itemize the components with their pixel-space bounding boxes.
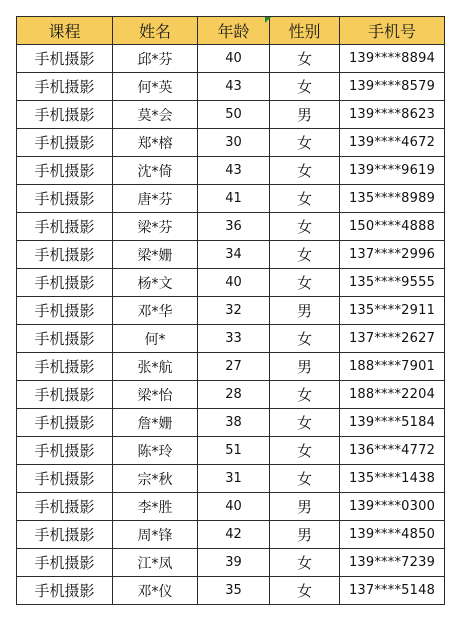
phone-cell[interactable]: 136****4772 (340, 437, 445, 465)
column-header-age[interactable]: 年龄 (198, 17, 270, 45)
course-cell[interactable]: 手机摄影 (17, 101, 113, 129)
phone-cell[interactable]: 137****5148 (340, 577, 445, 605)
table-row (17, 157, 445, 185)
name-cell[interactable]: 梁*怡 (113, 381, 198, 409)
course-cell[interactable]: 手机摄影 (17, 213, 113, 241)
table-row (17, 521, 445, 549)
table-row (17, 129, 445, 157)
gender-cell[interactable]: 女 (270, 129, 340, 157)
gender-cell[interactable]: 男 (270, 521, 340, 549)
table-row (17, 409, 445, 437)
gender-cell[interactable]: 女 (270, 241, 340, 269)
gender-cell[interactable]: 女 (270, 213, 340, 241)
student-roster-sheet (16, 16, 444, 605)
phone-cell[interactable]: 137****2627 (340, 325, 445, 353)
course-cell[interactable]: 手机摄影 (17, 269, 113, 297)
name-cell[interactable]: 何* (113, 325, 198, 353)
course-cell[interactable]: 手机摄影 (17, 241, 113, 269)
gender-cell[interactable]: 男 (270, 297, 340, 325)
gender-cell[interactable]: 女 (270, 325, 340, 353)
table-row (17, 465, 445, 493)
course-cell[interactable]: 手机摄影 (17, 297, 113, 325)
gender-cell[interactable]: 女 (270, 409, 340, 437)
name-cell[interactable]: 唐*芬 (113, 185, 198, 213)
column-header-name[interactable]: 姓名 (113, 17, 198, 45)
phone-cell[interactable]: 139****8894 (340, 45, 445, 73)
phone-cell[interactable]: 188****7901 (340, 353, 445, 381)
age-cell[interactable]: 36 (198, 213, 270, 241)
column-header-course[interactable]: 课程 (17, 17, 113, 45)
course-cell[interactable]: 手机摄影 (17, 549, 113, 577)
course-cell[interactable]: 手机摄影 (17, 353, 113, 381)
phone-cell[interactable]: 188****2204 (340, 381, 445, 409)
course-cell[interactable]: 手机摄影 (17, 437, 113, 465)
name-cell[interactable]: 邱*芬 (113, 45, 198, 73)
age-cell[interactable]: 41 (198, 185, 270, 213)
cell-comment-marker-icon (265, 17, 271, 23)
age-cell[interactable]: 51 (198, 437, 270, 465)
table-row (17, 325, 445, 353)
course-cell[interactable]: 手机摄影 (17, 185, 113, 213)
name-cell[interactable]: 詹*姗 (113, 409, 198, 437)
table-row (17, 381, 445, 409)
table-row (17, 213, 445, 241)
age-cell[interactable]: 27 (198, 353, 270, 381)
name-cell[interactable]: 张*航 (113, 353, 198, 381)
age-cell[interactable]: 43 (198, 73, 270, 101)
course-cell[interactable]: 手机摄影 (17, 381, 113, 409)
phone-cell[interactable]: 137****2996 (340, 241, 445, 269)
course-cell[interactable]: 手机摄影 (17, 409, 113, 437)
gender-cell[interactable]: 女 (270, 549, 340, 577)
gender-cell[interactable]: 女 (270, 45, 340, 73)
phone-cell[interactable]: 135****9555 (340, 269, 445, 297)
gender-cell[interactable]: 女 (270, 157, 340, 185)
name-cell[interactable]: 宗*秋 (113, 465, 198, 493)
gender-cell[interactable]: 女 (270, 73, 340, 101)
age-cell[interactable]: 39 (198, 549, 270, 577)
gender-cell[interactable]: 女 (270, 381, 340, 409)
column-header-gender[interactable]: 性别 (270, 17, 340, 45)
age-cell[interactable]: 32 (198, 297, 270, 325)
age-cell[interactable]: 40 (198, 45, 270, 73)
phone-cell[interactable]: 139****9619 (340, 157, 445, 185)
phone-cell[interactable]: 139****7239 (340, 549, 445, 577)
course-cell[interactable]: 手机摄影 (17, 157, 113, 185)
name-cell[interactable]: 邓*华 (113, 297, 198, 325)
phone-cell[interactable]: 139****4672 (340, 129, 445, 157)
table-row (17, 353, 445, 381)
age-cell[interactable]: 40 (198, 269, 270, 297)
course-cell[interactable]: 手机摄影 (17, 465, 113, 493)
course-cell[interactable]: 手机摄影 (17, 73, 113, 101)
name-cell[interactable]: 何*英 (113, 73, 198, 101)
phone-cell[interactable]: 135****2911 (340, 297, 445, 325)
name-cell[interactable]: 莫*会 (113, 101, 198, 129)
name-cell[interactable]: 梁*姗 (113, 241, 198, 269)
age-cell[interactable]: 43 (198, 157, 270, 185)
course-cell[interactable]: 手机摄影 (17, 493, 113, 521)
age-cell[interactable]: 31 (198, 465, 270, 493)
name-cell[interactable]: 杨*文 (113, 269, 198, 297)
gender-cell[interactable]: 男 (270, 353, 340, 381)
name-cell[interactable]: 邓*仪 (113, 577, 198, 605)
gender-cell[interactable]: 女 (270, 437, 340, 465)
header-row (17, 17, 445, 45)
course-cell[interactable]: 手机摄影 (17, 45, 113, 73)
age-cell[interactable]: 50 (198, 101, 270, 129)
gender-cell[interactable]: 女 (270, 269, 340, 297)
age-cell[interactable]: 30 (198, 129, 270, 157)
table-header (17, 17, 445, 45)
gender-cell[interactable]: 女 (270, 465, 340, 493)
age-cell[interactable]: 28 (198, 381, 270, 409)
course-cell[interactable]: 手机摄影 (17, 577, 113, 605)
phone-cell[interactable]: 135****8989 (340, 185, 445, 213)
phone-cell[interactable]: 139****8623 (340, 101, 445, 129)
age-cell[interactable]: 38 (198, 409, 270, 437)
table-row (17, 101, 445, 129)
course-cell[interactable]: 手机摄影 (17, 521, 113, 549)
table-row (17, 437, 445, 465)
phone-cell[interactable]: 139****4850 (340, 521, 445, 549)
name-cell[interactable]: 江*凤 (113, 549, 198, 577)
course-cell[interactable]: 手机摄影 (17, 325, 113, 353)
student-roster-table (16, 16, 445, 605)
phone-cell[interactable]: 139****0300 (340, 493, 445, 521)
gender-cell[interactable]: 女 (270, 577, 340, 605)
name-cell[interactable]: 李*胜 (113, 493, 198, 521)
course-cell[interactable]: 手机摄影 (17, 129, 113, 157)
phone-cell[interactable]: 150****4888 (340, 213, 445, 241)
table-row (17, 493, 445, 521)
gender-cell[interactable]: 女 (270, 185, 340, 213)
age-cell[interactable]: 40 (198, 493, 270, 521)
table-row (17, 241, 445, 269)
table-row (17, 73, 445, 101)
table-row (17, 185, 445, 213)
gender-cell[interactable]: 男 (270, 493, 340, 521)
age-cell[interactable]: 34 (198, 241, 270, 269)
table-row (17, 269, 445, 297)
phone-cell[interactable]: 139****5184 (340, 409, 445, 437)
phone-cell[interactable]: 135****1438 (340, 465, 445, 493)
age-cell[interactable]: 33 (198, 325, 270, 353)
table-row (17, 549, 445, 577)
column-header-phone[interactable]: 手机号 (340, 17, 445, 45)
gender-cell[interactable]: 男 (270, 101, 340, 129)
age-cell[interactable]: 42 (198, 521, 270, 549)
table-row (17, 577, 445, 605)
name-cell[interactable]: 郑*榕 (113, 129, 198, 157)
name-cell[interactable]: 陈*玲 (113, 437, 198, 465)
table-row (17, 45, 445, 73)
name-cell[interactable]: 梁*芬 (113, 213, 198, 241)
age-cell[interactable]: 35 (198, 577, 270, 605)
name-cell[interactable]: 周*锋 (113, 521, 198, 549)
table-body (17, 45, 445, 605)
phone-cell[interactable]: 139****8579 (340, 73, 445, 101)
table-row (17, 297, 445, 325)
name-cell[interactable]: 沈*倚 (113, 157, 198, 185)
